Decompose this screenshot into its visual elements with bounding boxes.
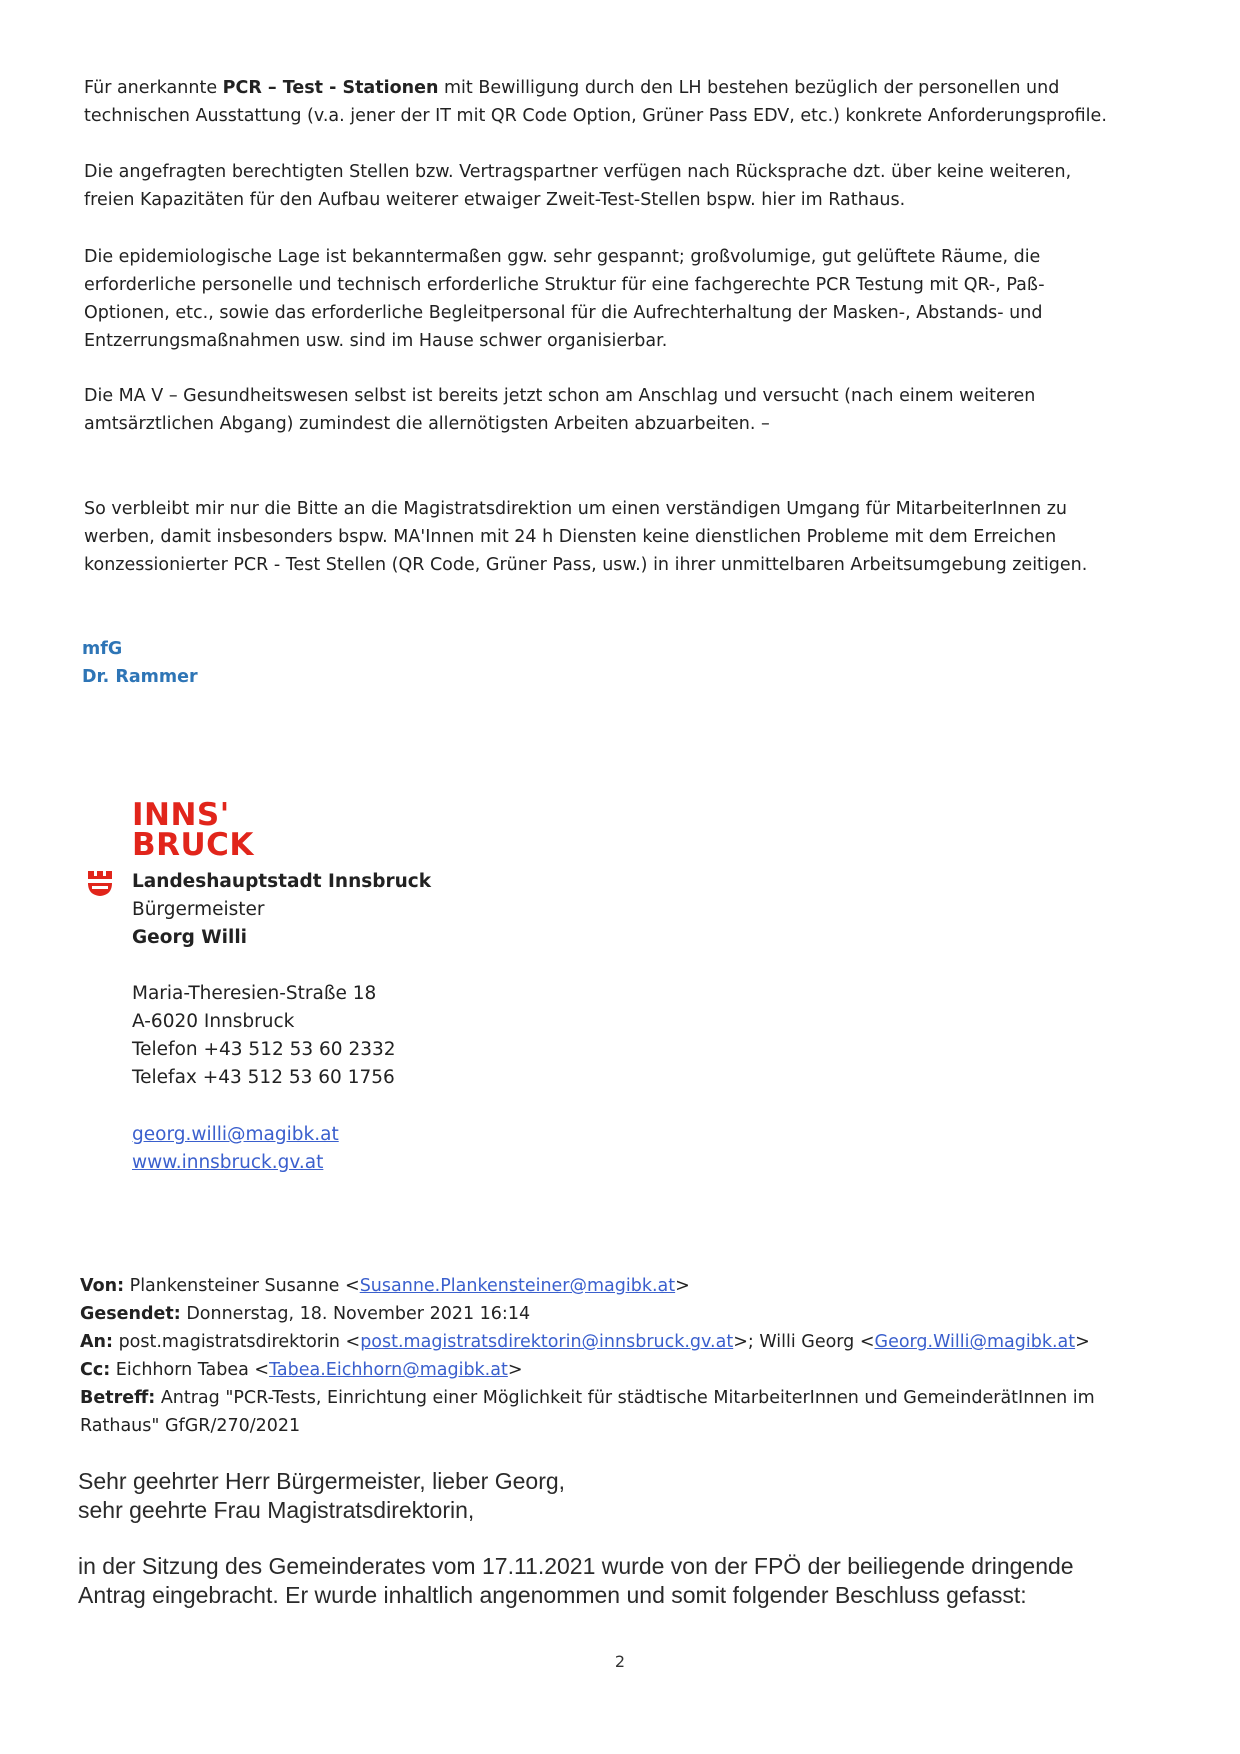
signature-person: Georg Willi (132, 927, 248, 948)
address-street: Maria-Theresien-Straße 18 (132, 983, 377, 1004)
letter-body (78, 1552, 1198, 1610)
paragraph-pcr-stations (84, 74, 1194, 130)
signature-org: Landeshauptstadt Innsbruck (132, 871, 432, 892)
salutation-line-2: sehr geehrte Frau Magistratsdirektorin, (78, 1497, 475, 1523)
crown-icon (87, 868, 113, 898)
paragraph-line: Entzerrungsmaßnahmen usw. sind im Hause schwer organisierbar. (84, 331, 668, 351)
header-sent: Gesendet: Donnerstag, 18. November 2021 16:14 (80, 1304, 531, 1324)
closing-greeting: mfG (82, 639, 123, 659)
salutation-line-1: Sehr geehrter Herr Bürgermeister, lieber Georg, (78, 1468, 566, 1494)
paragraph-line: freien Kapazitäten für den Aufbau weiterer etwaiger Zweit-Test-Stellen bspw. hier im Rathaus. (84, 190, 906, 210)
paragraph-line: technischen Ausstattung (v.a. jener der IT mit QR Code Option, Grüner Pass EDV, etc.) konkrete Anforderungsprofile. (84, 106, 1107, 126)
to-email-link-2[interactable]: Georg.Willi@magibk.at (874, 1332, 1076, 1352)
header-subject: Betreff: Antrag "PCR-Tests, Einrichtung einer Möglichkeit für städtische MitarbeiterInnen und GemeinderätInnen im (80, 1388, 1095, 1408)
paragraph-line: Die epidemiologische Lage ist bekanntermaßen ggw. sehr gespannt; großvolumige, gut gelüftete Räume, die (84, 247, 1041, 267)
paragraph-line: amtsärztlichen Abgang) zumindest die allernötigsten Arbeiten abzuarbeiten. – (84, 414, 770, 434)
bold-term: PCR – Test - Stationen (222, 78, 439, 98)
address-block (132, 980, 396, 1092)
paragraph-line: Optionen, etc., sowie das erforderliche Begleitpersonal für die Aufrechterhaltung der Masken-, Abstands- und (84, 303, 1043, 323)
website-link[interactable]: www.innsbruck.gv.at (132, 1152, 324, 1173)
paragraph-line: Für anerkannte PCR – Test - Stationen mit Bewilligung durch den LH bestehen bezüglich der personellen und (84, 78, 1060, 98)
letter-salutation (78, 1467, 1198, 1525)
body-line-1: in der Sitzung des Gemeinderates vom 17.11.2021 wurde von der FPÖ der beiliegende dringende (78, 1553, 1074, 1579)
paragraph-line: Die MA V – Gesundheitswesen selbst ist bereits jetzt schon am Anschlag und versucht (nach einem weiteren (84, 386, 1036, 406)
closing-signoff (82, 635, 198, 691)
paragraph-line: erforderliche personelle und technisch erforderliche Struktur für eine fachgerechte PCR Testung mit QR-, Paß- (84, 275, 1045, 295)
to-email-link-1[interactable]: post.magistratsdirektorin@innsbruck.gv.at (360, 1332, 734, 1352)
paragraph-request (84, 495, 1194, 579)
header-to: An: post.magistratsdirektorin <post.magistratsdirektorin@innsbruck.gv.at>; Willi Georg <Georg.Willi@magibk.at> (80, 1332, 1090, 1352)
paragraph-line: So verbleibt mir nur die Bitte an die Magistratsdirektion um einen verständigen Umgang für MitarbeiterInnen zu (84, 499, 1068, 519)
signature-role: Bürgermeister (132, 899, 265, 920)
address-city: A-6020 Innsbruck (132, 1011, 295, 1032)
contact-links (132, 1121, 339, 1177)
header-from: Von: Plankensteiner Susanne <Susanne.Plankensteiner@magibk.at> (80, 1276, 690, 1296)
closing-name: Dr. Rammer (82, 667, 198, 687)
paragraph-line: Die angefragten berechtigten Stellen bzw. Vertragspartner verfügen nach Rücksprache dzt. über keine weiteren, (84, 162, 1072, 182)
address-phone: Telefon +43 512 53 60 2332 (132, 1039, 396, 1060)
cc-email-link[interactable]: Tabea.Eichhorn@magibk.at (269, 1360, 508, 1380)
from-email-link[interactable]: Susanne.Plankensteiner@magibk.at (359, 1276, 676, 1296)
header-cc: Cc: Eichhorn Tabea <Tabea.Eichhorn@magibk.at> (80, 1360, 523, 1380)
logo-line-2: BRUCK (132, 827, 254, 863)
paragraph-line: konzessionierter PCR - Test Stellen (QR Code, Grüner Pass, usw.) in ihrer unmittelbaren Arbeitsumgebung zeitigen. (84, 555, 1088, 575)
innsbruck-logo (132, 797, 254, 863)
paragraph-line: werben, damit insbesonders bspw. MA'Innen mit 24 h Diensten keine dienstlichen Probleme mit dem Erreichen (84, 527, 1057, 547)
page-number: 2 (614, 1652, 626, 1671)
email-header (80, 1272, 1190, 1440)
email-link[interactable]: georg.willi@magibk.at (132, 1124, 339, 1145)
logo-line-1: INNS' (132, 797, 230, 833)
address-fax: Telefax +43 512 53 60 1756 (132, 1067, 395, 1088)
body-line-2: Antrag eingebracht. Er wurde inhaltlich angenommen und somit folgender Beschluss gefasst: (78, 1582, 1027, 1608)
paragraph-epidemiology (84, 243, 1194, 355)
paragraph-health-department (84, 382, 1194, 438)
paragraph-capacity (84, 158, 1194, 214)
signature-block (132, 868, 431, 952)
header-subject-cont: Rathaus" GfGR/270/2021 (80, 1416, 301, 1436)
